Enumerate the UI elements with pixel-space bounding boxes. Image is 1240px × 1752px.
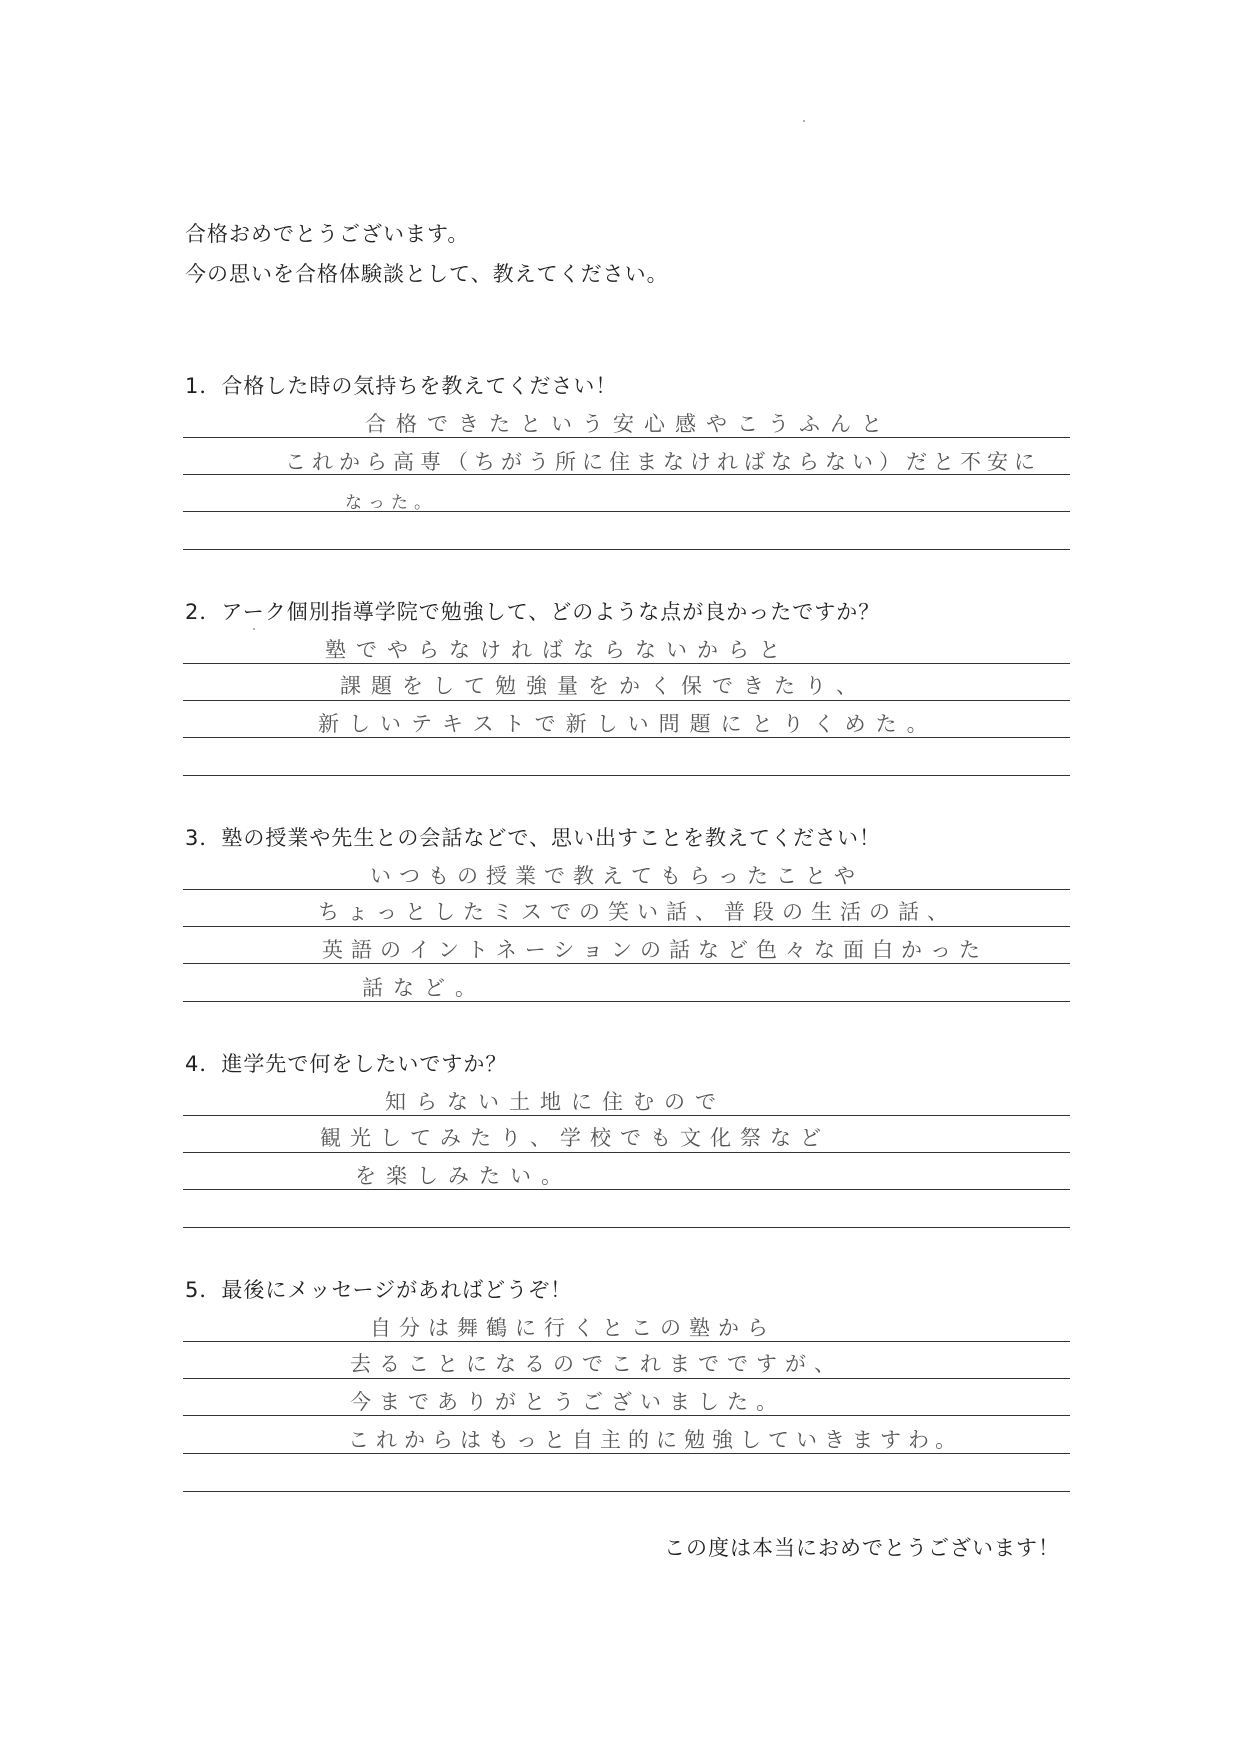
answer-line bbox=[183, 775, 1070, 776]
scan-speck bbox=[803, 120, 805, 122]
answer-line bbox=[183, 889, 1070, 890]
question-4-label: 4．進学先で何をしたいですか？ bbox=[185, 1052, 508, 1076]
answer-line bbox=[183, 963, 1070, 964]
question-2-answer-2: 課題をして勉強量をかく保できたり、 bbox=[340, 674, 867, 698]
question-3-label: 3．塾の授業や先生との会話などで、思い出すことを教えてください！ bbox=[185, 826, 881, 850]
answer-line bbox=[183, 737, 1070, 738]
question-1-label: 1．合格した時の気持ちを教えてください！ bbox=[185, 374, 618, 398]
question-5-label: 5．最後にメッセージがあればどうぞ！ bbox=[185, 1278, 573, 1302]
answer-line bbox=[183, 926, 1070, 927]
intro-greeting: 合格おめでとうございます。 bbox=[185, 222, 470, 246]
answer-line bbox=[183, 511, 1070, 512]
question-3-answer-2: ちょっとしたミスでの笑い話、普段の生活の話、 bbox=[318, 900, 956, 924]
answer-line bbox=[183, 1001, 1070, 1002]
intro-instruction: 今の思いを合格体験談として、教えてください。 bbox=[185, 262, 669, 286]
question-4-answer-3: を楽しみたい。 bbox=[355, 1164, 572, 1188]
question-1-answer-2: これから高専（ちがう所に住まなければならない）だと不安に bbox=[285, 450, 1041, 474]
answer-line bbox=[183, 700, 1070, 701]
answer-line bbox=[183, 1115, 1070, 1116]
scan-speck bbox=[253, 628, 255, 630]
question-3-answer-4: 話など。 bbox=[362, 976, 486, 1000]
question-5-answer-4: これからはもっと自主的に勉強していきますわ。 bbox=[348, 1428, 964, 1452]
question-1-answer-1: 合格できたという安心感やこうふんと bbox=[365, 412, 892, 436]
question-3-answer-1: いつもの授業で教えてもらったことや bbox=[370, 864, 863, 888]
question-5-answer-3: 今までありがとうございました。 bbox=[350, 1390, 785, 1414]
answer-line bbox=[183, 1152, 1070, 1153]
closing-message: この度は本当におめでとうございます！ bbox=[664, 1536, 1060, 1560]
answer-line bbox=[183, 1491, 1070, 1492]
answer-line bbox=[183, 1227, 1070, 1228]
answer-line bbox=[183, 437, 1070, 438]
answer-line bbox=[183, 474, 1070, 475]
answer-line bbox=[183, 1453, 1070, 1454]
answer-line bbox=[183, 549, 1070, 550]
question-5-answer-2: 去ることになるのでこれまでですが、 bbox=[350, 1352, 843, 1376]
answer-line bbox=[183, 1189, 1070, 1190]
question-5-answer-1: 自分は舞鶴に行くとこの塾から bbox=[370, 1316, 776, 1340]
question-2-answer-1: 塾でやらなければならないからと bbox=[325, 638, 790, 662]
question-2-answer-3: 新しいテキストで新しい問題にとりくめた。 bbox=[318, 712, 938, 736]
question-3-answer-3: 英語のイントネーションの話など色々な面白かった bbox=[322, 938, 988, 962]
question-4-answer-1: 知らない土地に住むので bbox=[385, 1090, 726, 1114]
question-1-answer-3: なった。 bbox=[345, 493, 437, 513]
answer-line bbox=[183, 1415, 1070, 1416]
answer-line bbox=[183, 663, 1070, 664]
answer-line bbox=[183, 1378, 1070, 1379]
answer-line bbox=[183, 1341, 1070, 1342]
question-4-answer-2: 観光してみたり、学校でも文化祭など bbox=[320, 1126, 830, 1150]
question-2-label: 2．アーク個別指導学院で勉強して、どのような点が良かったですか？ bbox=[185, 600, 881, 624]
